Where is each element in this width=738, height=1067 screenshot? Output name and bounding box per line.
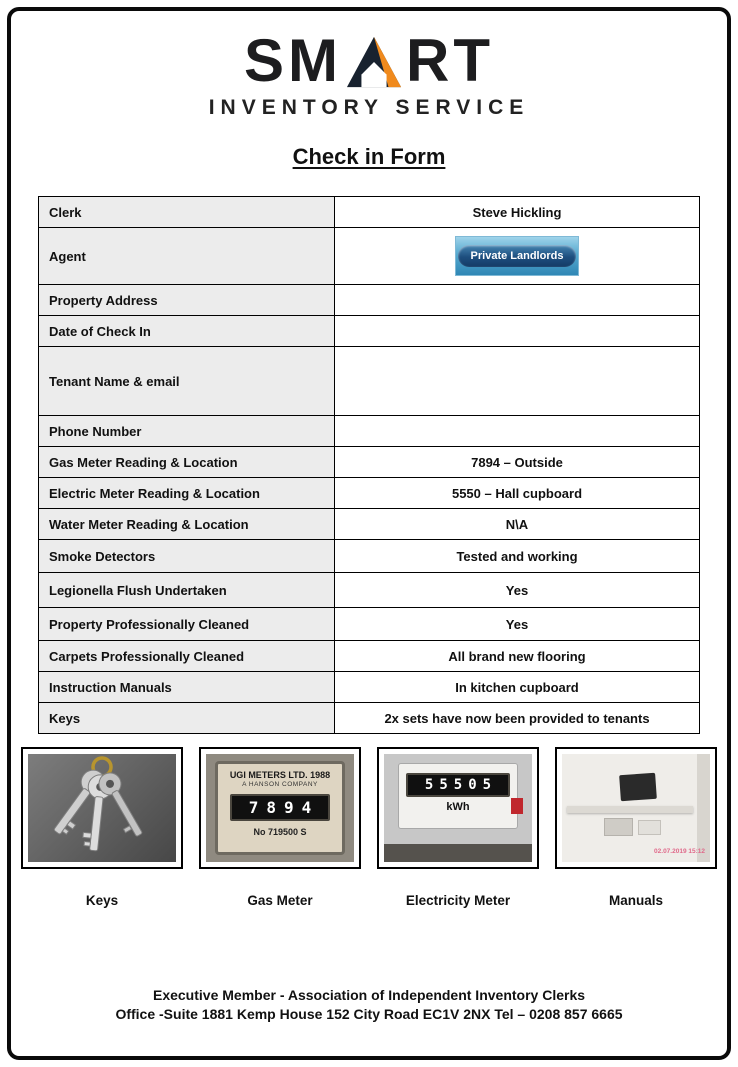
row-label: Tenant Name & email — [39, 347, 335, 415]
private-landlords-label: Private Landlords — [458, 245, 576, 267]
row-label: Clerk — [39, 197, 335, 227]
red-sticker — [511, 798, 523, 814]
electricity-meter-caption: Electricity Meter — [405, 893, 511, 908]
gas-meter-company-text: A HANSON COMPANY — [242, 781, 318, 788]
row-label: Property Professionally Cleaned — [39, 608, 335, 640]
row-value: N\A — [505, 516, 529, 532]
photo-manuals — [555, 747, 717, 908]
logo-triangle-house-icon — [345, 34, 403, 90]
gas-meter-face — [215, 761, 345, 855]
row-value: Tested and working — [456, 548, 578, 564]
row-value: 5550 – Hall cupboard — [451, 485, 583, 501]
row-value: 2x sets have now been provided to tenants — [384, 710, 650, 726]
keys-caption: Keys — [85, 893, 119, 908]
private-landlords-logo — [455, 236, 579, 276]
manuals-photo-image — [562, 754, 710, 862]
photo-gas-meter — [199, 747, 361, 908]
gas-meter-photo-image — [206, 754, 354, 862]
row-value: Steve Hickling — [472, 204, 562, 220]
table-row-carpets-cleaned — [39, 641, 699, 672]
photo-keys — [21, 747, 183, 908]
row-value — [335, 228, 699, 284]
row-label: Legionella Flush Undertaken — [39, 573, 335, 607]
shelf-item — [604, 818, 633, 836]
photo-timestamp: 02.07.2019 15:12 — [654, 848, 705, 855]
row-label: Phone Number — [39, 416, 335, 446]
table-row-water-meter — [39, 509, 699, 540]
row-label: Water Meter Reading & Location — [39, 509, 335, 539]
row-label: Keys — [39, 703, 335, 733]
electricity-meter-photo-image — [384, 754, 532, 862]
electricity-photo-frame — [377, 747, 539, 869]
row-value — [335, 285, 699, 315]
checkin-form-document — [7, 7, 731, 1060]
form-title: Check in Form — [292, 144, 446, 169]
table-row-legionella-flush — [39, 573, 699, 608]
keys-photo-frame — [21, 747, 183, 869]
row-label: Property Address — [39, 285, 335, 315]
gas-meter-caption: Gas Meter — [247, 893, 313, 908]
table-row-phone-number — [39, 416, 699, 447]
footer-line-2: Office -Suite 1881 Kemp House 152 City Road EC1V 2NX Tel – 0208 857 6665 — [115, 1006, 623, 1023]
manuals-folder — [619, 773, 657, 801]
checkin-table — [38, 196, 700, 734]
table-row-instruction-manuals — [39, 672, 699, 703]
smart-logo — [208, 27, 530, 120]
table-row-smoke-detectors — [39, 540, 699, 573]
row-value — [335, 416, 699, 446]
footer-line-1: Executive Member - Association of Independent Inventory Clerks — [152, 987, 586, 1004]
table-row-electric-meter — [39, 478, 699, 509]
meter-base — [384, 844, 532, 862]
table-row-property-address — [39, 285, 699, 316]
electricity-meter-reading-display: 55505 — [406, 773, 510, 797]
row-label: Smoke Detectors — [39, 540, 335, 572]
shelf-item — [638, 820, 661, 835]
row-value: In kitchen cupboard — [455, 679, 579, 695]
manuals-caption: Manuals — [608, 893, 663, 908]
electricity-meter-face — [398, 763, 518, 829]
keys-illustration — [28, 754, 176, 862]
logo-text-rt: RT — [406, 27, 494, 94]
gas-meter-brand-text: UGI METERS LTD. 1988 — [229, 770, 331, 780]
logo-subtitle: INVENTORY SERVICE — [208, 96, 530, 119]
row-value — [335, 347, 699, 415]
row-label: Carpets Professionally Cleaned — [39, 641, 335, 671]
table-row-clerk — [39, 197, 699, 228]
table-row-tenant-name-email — [39, 347, 699, 416]
row-label: Gas Meter Reading & Location — [39, 447, 335, 477]
row-label: Instruction Manuals — [39, 672, 335, 702]
table-row-gas-meter — [39, 447, 699, 478]
logo-text-sm: SM — [244, 27, 342, 94]
keys-photo-image — [28, 754, 176, 862]
row-value: Yes — [505, 582, 529, 598]
row-label: Agent — [39, 228, 335, 284]
gas-meter-serial-text: No 719500 S — [253, 827, 307, 837]
smart-logo-wordmark — [209, 27, 530, 94]
row-value: 7894 – Outside — [471, 454, 563, 470]
photos-section — [21, 747, 717, 908]
cupboard-shelf — [567, 806, 693, 813]
photo-electricity-meter — [377, 747, 539, 908]
row-value: All brand new flooring — [448, 648, 586, 664]
table-row-property-cleaned — [39, 608, 699, 641]
manuals-photo-frame — [555, 747, 717, 869]
cupboard-side — [697, 754, 710, 862]
row-label: Electric Meter Reading & Location — [39, 478, 335, 508]
table-row-keys — [39, 703, 699, 733]
row-value: Yes — [505, 616, 529, 632]
footer — [11, 986, 727, 1024]
row-label: Date of Check In — [39, 316, 335, 346]
table-row-agent — [39, 228, 699, 285]
gas-meter-reading-display: 7894 — [230, 794, 330, 821]
table-row-date-of-checkin — [39, 316, 699, 347]
row-value — [335, 316, 699, 346]
kwh-unit-label: kWh — [446, 801, 470, 813]
gas-photo-frame — [199, 747, 361, 869]
